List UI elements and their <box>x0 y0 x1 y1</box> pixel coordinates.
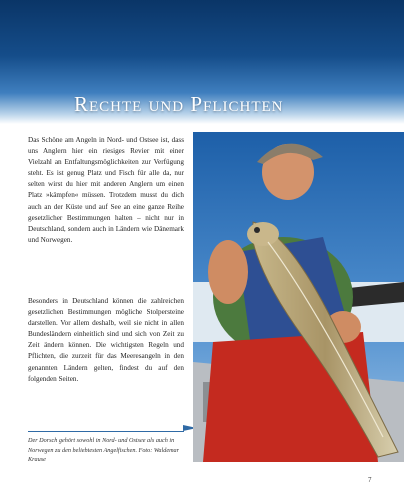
page-number: 7 <box>368 476 372 484</box>
photo-caption: Der Dorsch gehört sowohl in Nord- und Ostsee als auch in Norwegen zu den beliebtesten Angelfischen. Foto: Waldemar Krause <box>28 437 180 464</box>
cod-eye <box>254 227 260 233</box>
page-heading: Rechte und Pflichten <box>74 92 284 116</box>
body-paragraph-2: Besonders in Deutschland können die zahlreichen gesetzlichen Bestimmungen mögliche Stolpersteine darstellen. Vor allem deshalb, weil sie nicht in allen Bundesländern einheitlich sind und sich von Zeit zu Zeit ändern können. Die wichtigsten Regeln und Pflichten, die zurzeit für das Meeresangeln in den genannten Ländern gelten, findest du auf den folgenden Seiten. <box>28 297 184 383</box>
body-paragraph-1: Das Schöne am Angeln in Nord- und Ostsee ist, dass uns Anglern hier ein riesiges Revier mit einer Vielzahl an Entfaltungsmöglichkeiten zur Verfügung steht. Es ist genug Platz und Fisch für alle da, nur selten wirst du hier mit anderen Anglern um einen Platz »kämpfen« müssen. Trotzdem musst du dich auch an der Küste und auf See an eine ganze Reihe gesetzlicher Bestimmungen halten – nicht nur in Deutschland, sondern auch in Ländern wie Dänemark und Norwegen. <box>28 136 184 244</box>
photo-illustration <box>193 132 404 462</box>
cod-head <box>247 222 279 246</box>
caption-rule <box>28 431 184 432</box>
angler-with-cod-photo <box>193 132 404 462</box>
right-arm <box>208 240 248 304</box>
